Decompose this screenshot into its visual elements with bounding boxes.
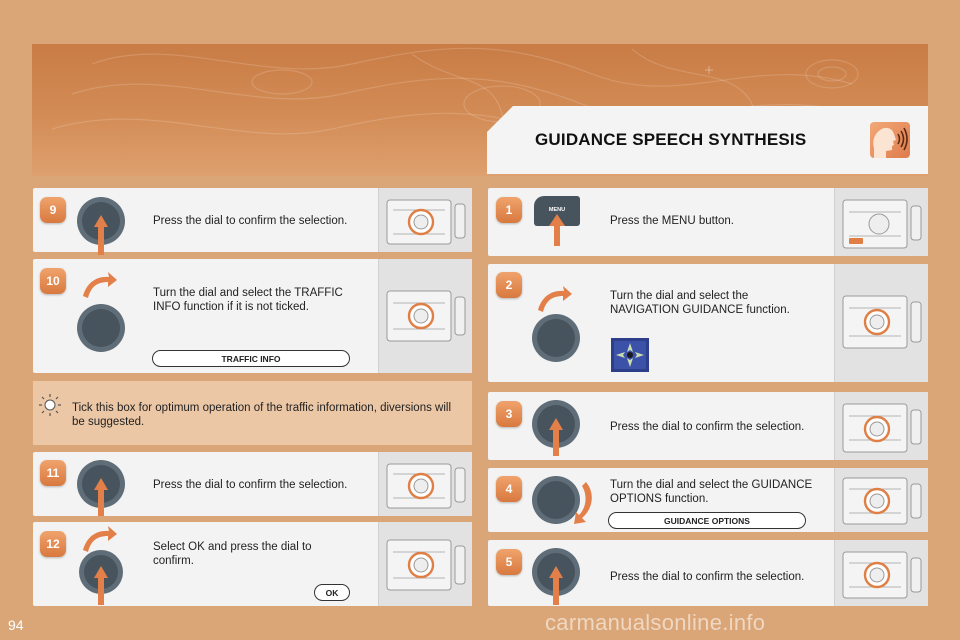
device-panel	[834, 468, 928, 532]
step-number-5: 5	[496, 549, 522, 575]
device-panel	[834, 540, 928, 606]
press-arrow-icon	[547, 214, 567, 246]
control-panel-icon	[379, 188, 473, 252]
step-text-3: Press the dial to confirm the selection.	[610, 421, 805, 433]
step-number-4: 4	[496, 476, 522, 502]
dial-press-icon	[75, 548, 127, 606]
dial-press-icon	[530, 398, 582, 458]
note-text: Tick this box for optimum operation of the traffic information, diversions will be suggested.	[72, 402, 452, 428]
control-panel-icon	[835, 392, 929, 460]
dial-icon	[530, 312, 582, 364]
device-panel	[834, 392, 928, 460]
control-panel-icon	[835, 264, 929, 382]
turn-arrow-icon	[534, 284, 574, 314]
watermark: carmanualsonline.info	[545, 610, 766, 635]
dial-press-icon	[75, 458, 127, 518]
navigation-icon	[611, 338, 649, 372]
device-panel	[834, 264, 928, 382]
control-panel-icon	[835, 188, 929, 256]
control-panel-icon	[379, 259, 473, 373]
control-panel-icon	[835, 468, 929, 532]
step-number-10: 10	[40, 268, 66, 294]
step-text-4: Turn the dial and select the GUIDANCE OPTIONS function.	[610, 479, 813, 505]
step-text-2: Turn the dial and select the NAVIGATION GUIDANCE function.	[610, 290, 790, 316]
turn-arrow-icon	[79, 270, 119, 300]
step-number-12: 12	[40, 531, 66, 557]
step-number-2: 2	[496, 272, 522, 298]
dial-press-icon	[530, 546, 582, 606]
step-text-10: Turn the dial and select the TRAFFIC INFO function if it is not ticked.	[153, 287, 343, 313]
device-panel	[378, 522, 472, 606]
control-panel-icon	[835, 540, 929, 606]
device-panel	[378, 259, 472, 373]
step-number-9: 9	[40, 197, 66, 223]
step-text-11: Press the dial to confirm the selection.	[153, 479, 348, 491]
step-text-12: Select OK and press the dial to confirm.	[153, 541, 312, 567]
step-text-9: Press the dial to confirm the selection.	[153, 215, 348, 227]
device-panel	[378, 188, 472, 252]
step-number-3: 3	[496, 401, 522, 427]
guidance-options-option[interactable]: GUIDANCE OPTIONS	[608, 512, 806, 529]
step-number-1: 1	[496, 197, 522, 223]
device-panel	[834, 188, 928, 256]
ok-option[interactable]: OK	[314, 584, 350, 601]
device-panel	[378, 452, 472, 516]
menu-button-label: MENU	[548, 207, 566, 213]
control-panel-icon	[379, 452, 473, 516]
page-number: 94	[8, 617, 24, 633]
traffic-info-option[interactable]: TRAFFIC INFO	[152, 350, 350, 367]
step-text-5: Press the dial to confirm the selection.	[610, 571, 805, 583]
step-text-1: Press the MENU button.	[610, 215, 734, 227]
dial-icon	[75, 302, 127, 354]
speech-head-icon	[870, 122, 910, 158]
dial-press-icon	[75, 195, 127, 257]
control-panel-icon	[379, 522, 473, 606]
light-bulb-icon	[38, 393, 62, 417]
dial-turn-icon	[530, 474, 606, 528]
step-number-11: 11	[40, 460, 66, 486]
page-title: GUIDANCE SPEECH SYNTHESIS	[535, 130, 807, 149]
